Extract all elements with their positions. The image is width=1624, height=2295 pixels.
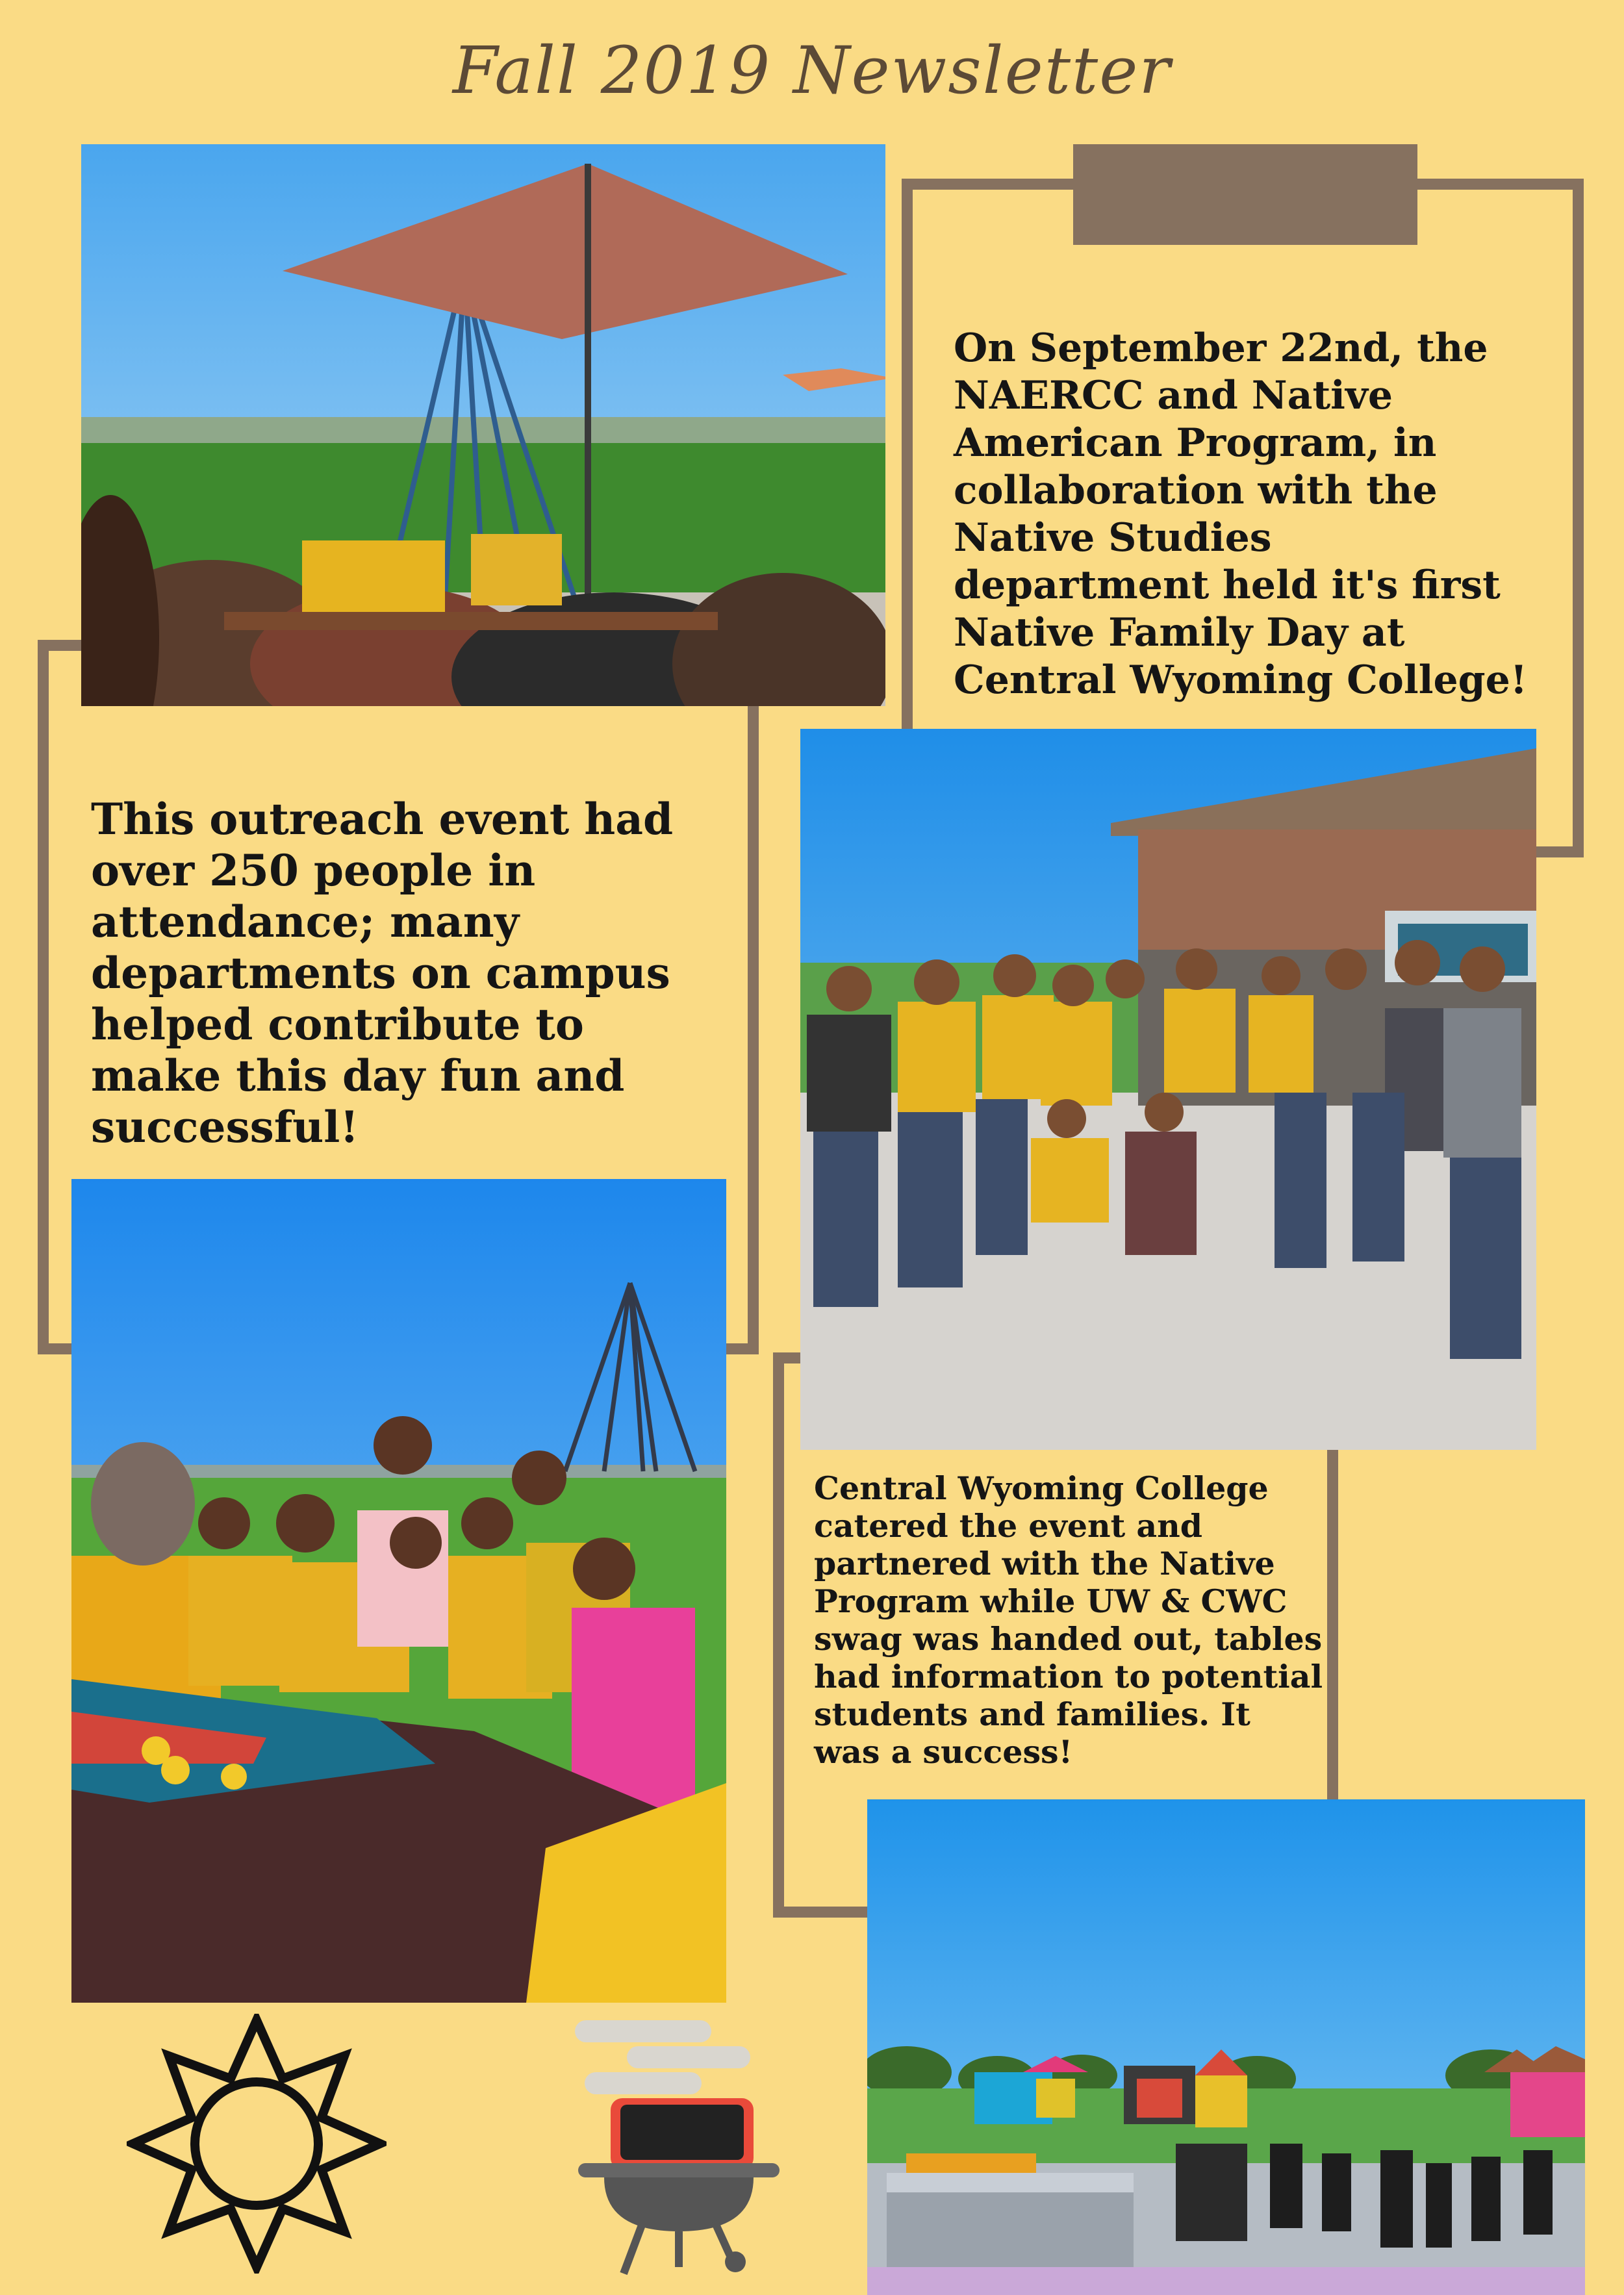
grill-icon [565,2007,786,2280]
frame-tab [1073,144,1417,245]
photo-grill-field [867,1799,1585,2295]
photo-kids-table [71,1179,726,2003]
photo-picnic-umbrella [81,144,885,706]
attendance-text: This outreach event had over 250 people in attendance; many departments on campus helped contribute to make this day fun and successful! [91,794,674,1152]
event-intro-text: On September 22nd, the NAERCC and Native American Program, in collaboration with the Native Studies department held it's first Native Family Day at Central Wyoming College! [954,325,1528,703]
catering-text: Central Wyoming College catered the event and partnered with the Native Program while UW & CWC swag was handed out, tables had information to potential students and families. It was a success! [814,1469,1323,1771]
newsletter-title: Fall 2019 Newsletter [452,32,1172,108]
photo-group [800,729,1536,1450]
sun-icon [127,2014,387,2274]
